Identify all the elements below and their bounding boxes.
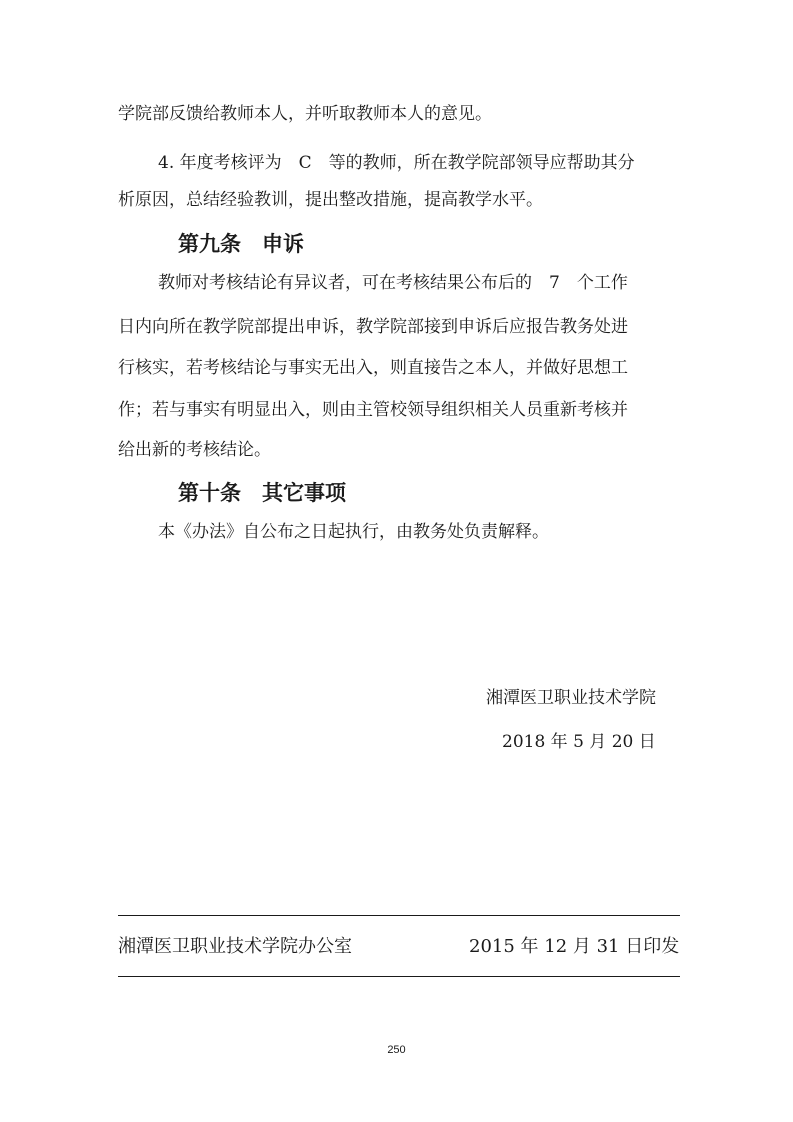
article-10-line-1: 本《办法》自公布之日起执行，由教务处负责解释。 <box>158 522 549 542</box>
article-9-line-5: 给出新的考核结论。 <box>118 440 271 460</box>
signature-date: 2018 年 5 月 20 日 <box>502 732 656 752</box>
signature-org: 湘潭医卫职业技术学院 <box>486 688 656 708</box>
page-number: 250 <box>387 1044 406 1056</box>
footer-issue-date: 2015 年 12 月 31 日印发 <box>469 936 680 957</box>
footer-bottom-rule <box>118 976 680 977</box>
footer-issuer: 湘潭医卫职业技术学院办公室 <box>118 936 352 957</box>
article-9-heading: 第九条 申诉 <box>178 232 304 256</box>
article-9-line-4: 作；若与事实有明显出入，则由主管校领导组织相关人员重新考核并 <box>118 400 628 420</box>
footer-top-rule <box>118 915 680 916</box>
article-10-heading: 第十条 其它事项 <box>178 481 346 505</box>
body-line-2: 4. 年度考核评为 C 等的教师，所在教学院部领导应帮助其分 <box>158 153 635 173</box>
article-9-line-3: 行核实，若考核结论与事实无出入，则直接告之本人，并做好思想工 <box>118 358 628 378</box>
body-line-3: 析原因，总结经验教训，提出整改措施，提高教学水平。 <box>118 190 543 210</box>
body-line-1: 学院部反馈给教师本人，并听取教师本人的意见。 <box>118 104 492 124</box>
article-9-line-2: 日内向所在教学院部提出申诉，教学院部接到申诉后应报告教务处进 <box>118 317 628 337</box>
article-9-line-1: 教师对考核结论有异议者，可在考核结果公布后的 7 个工作 <box>158 273 628 293</box>
